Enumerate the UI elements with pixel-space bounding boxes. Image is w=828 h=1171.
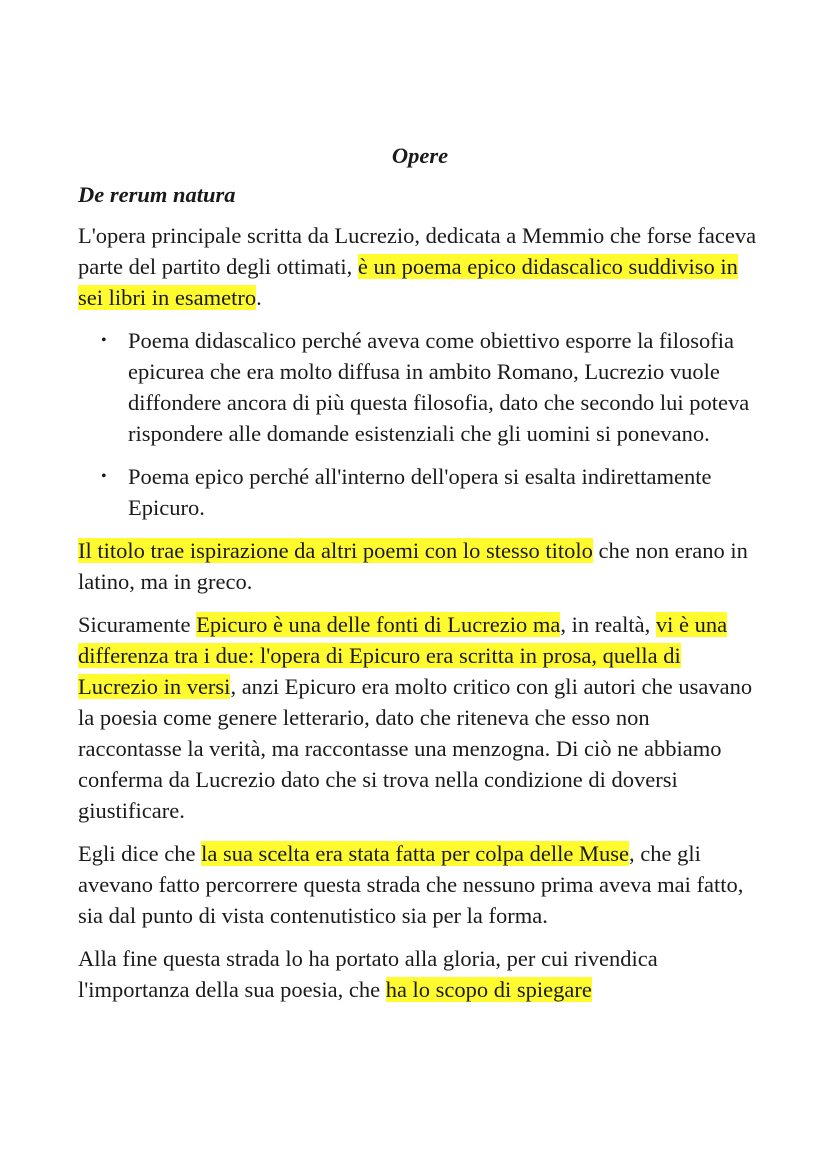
- paragraph-title: [78, 535, 758, 597]
- text-span: L'opera principale scritta da Lucrezio, dedicata a Memmio che forse faceva parte del partito degli ottimati,: [78, 223, 757, 279]
- list-item-text: Poema didascalico perché aveva come obiettivo esporre la filosofia epicurea che era molto diffusa in ambito Romano, Lucrezio vuole diffondere ancora di più questa filosofia, dato che secondo lui poteva rispondere alle domande esistenziali che gli uomini si ponevano.: [128, 328, 750, 446]
- highlighted-text: vi è una differenza tra i due: l'opera di Epicuro era scritta in prosa, quella di Lucrezio in versi: [78, 612, 728, 699]
- highlighted-text: Il titolo trae ispirazione da altri poemi con lo stesso titolo: [78, 538, 593, 563]
- highlighted-text: Epicuro è una delle fonti di Lucrezio ma: [196, 612, 561, 637]
- highlighted-text: ha lo scopo di spiegare: [385, 977, 592, 1002]
- bullet-icon: •: [101, 468, 107, 485]
- list-item-text: Poema epico perché all'interno dell'opera si esalta indirettamente Epicuro.: [128, 464, 712, 520]
- highlighted-text: è un poema epico didascalico suddiviso in sei libri in esametro: [78, 254, 738, 310]
- list-item: [101, 461, 758, 523]
- text-span: , anzi Epicuro era molto critico con gli autori che usavano la poesia come genere letterario, dato che riteneva che esso non raccontasse la verità, ma raccontasse una menzogna. Di ciò ne abbiamo conferma da Lucrezio dato che si trova nella condizione di doversi giustificare.: [78, 674, 753, 823]
- text-span: Egli dice che: [78, 841, 202, 866]
- paragraph-intro: [78, 220, 758, 313]
- text-span: Alla fine questa strada lo ha portato alla gloria, per cui rivendica l'importanza della sua poesia, che: [78, 946, 658, 1002]
- text-span: , in realtà,: [560, 612, 656, 637]
- bullet-list: [78, 325, 758, 523]
- document-page: [78, 140, 758, 1017]
- text-span: , che gli avevano fatto percorrere questa strada che nessuno prima aveva mai fatto, sia dal punto di vista contenutistico sia per la forma.: [78, 841, 744, 928]
- text-span: .: [256, 285, 262, 310]
- section-heading: De rerum natura: [78, 182, 236, 207]
- highlighted-text: la sua scelta era stata fatta per colpa delle Muse: [201, 841, 629, 866]
- paragraph-muses: [78, 838, 758, 931]
- page-title: Opere: [391, 143, 449, 168]
- text-span: che non erano in latino, ma in greco.: [78, 538, 748, 594]
- bullet-icon: •: [101, 332, 107, 349]
- text-span: Sicuramente: [78, 612, 197, 637]
- paragraph-glory: [78, 943, 758, 1005]
- list-item: [101, 325, 758, 449]
- paragraph-sources: [78, 609, 758, 826]
